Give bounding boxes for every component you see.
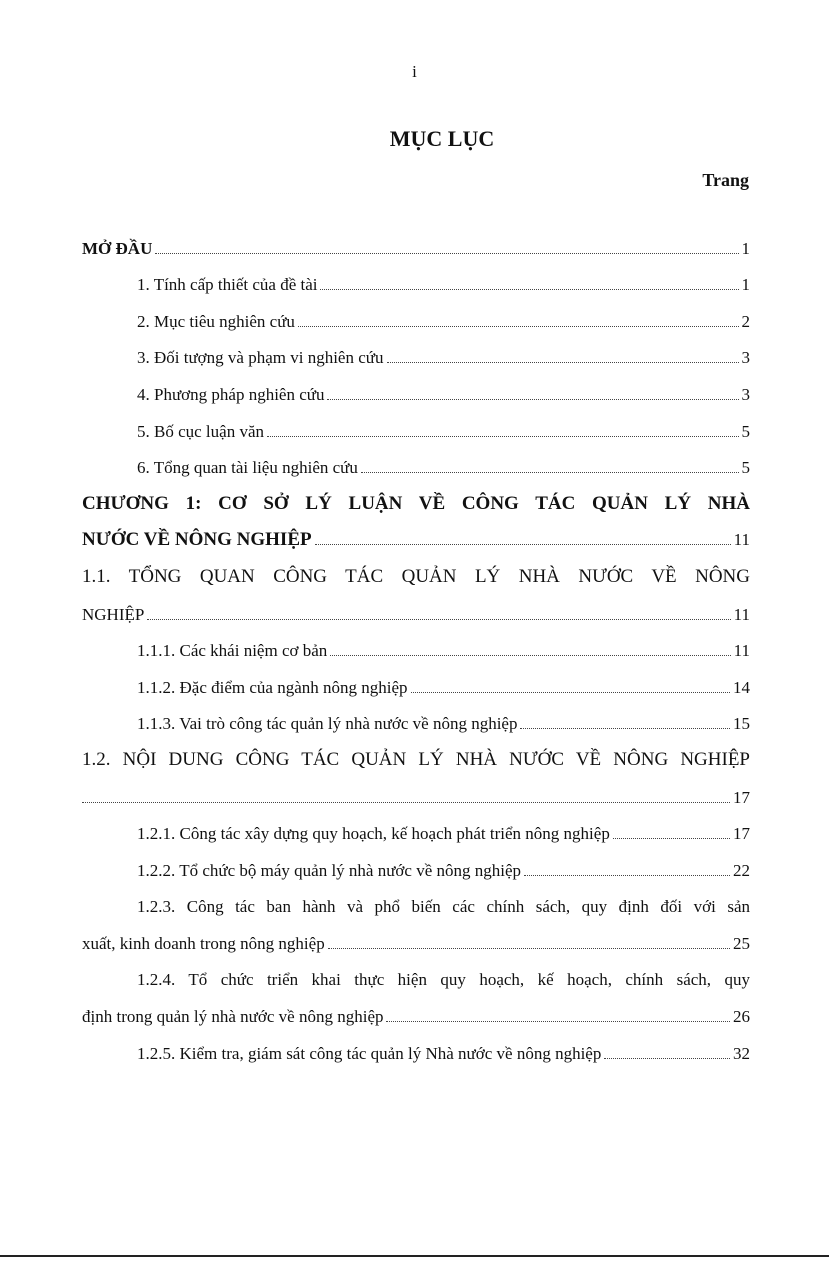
toc-entry-section-1-2-cont[interactable] [82, 777, 750, 814]
toc-label: 1.1.1. Các khái niệm cơ bản [137, 641, 328, 661]
toc-page: 1 [741, 238, 750, 258]
dot-leader [387, 362, 739, 363]
dot-leader [155, 253, 738, 254]
page-number: i [412, 62, 417, 81]
toc-label-line2: NGHIỆP [82, 604, 145, 624]
toc-entry[interactable] [82, 704, 750, 741]
page-column-label: Trang [702, 170, 749, 190]
toc-page: 17 [733, 824, 750, 844]
toc-entry-chapter-1[interactable] [82, 484, 750, 521]
toc-label-line1: 1.2. NỘI DUNG CÔNG TÁC QUẢN LÝ NHÀ NƯỚC VỀ NÔNG NGHIỆP [82, 748, 750, 770]
toc-label: 1.2.5. Kiểm tra, giám sát công tác quản lý Nhà nước về nông nghiệp [137, 1043, 602, 1063]
toc-page: 3 [741, 384, 750, 404]
toc-entry[interactable] [82, 338, 750, 375]
dot-leader [520, 728, 730, 729]
dot-leader [320, 289, 738, 290]
toc-label: 1.2.1. Công tác xây dựng quy hoạch, kế hoạch phát triển nông nghiệp [137, 824, 610, 844]
toc-label: 5. Bố cục luận văn [137, 421, 264, 441]
dot-leader [411, 692, 730, 693]
toc-page: 22 [733, 860, 750, 880]
dot-leader [147, 619, 730, 620]
dot-leader [315, 544, 731, 545]
toc-page: 5 [741, 458, 750, 478]
dot-leader [613, 838, 730, 839]
table-of-contents [82, 228, 750, 1070]
toc-entry-mo-dau[interactable] [82, 228, 750, 265]
toc-label-line2: xuất, kinh doanh trong nông nghiệp [82, 933, 325, 953]
toc-label: 2. Mục tiêu nghiên cứu [137, 311, 295, 331]
toc-entry-section-1-2[interactable] [82, 740, 750, 777]
dot-leader [328, 948, 730, 949]
toc-label: 3. Đối tượng và phạm vi nghiên cứu [137, 348, 384, 368]
toc-page: 3 [741, 348, 750, 368]
toc-page: 1 [741, 275, 750, 295]
dot-leader [524, 875, 730, 876]
toc-page: 17 [733, 787, 750, 807]
toc-entry-1-2-3-cont[interactable] [82, 923, 750, 960]
dot-leader [330, 655, 730, 656]
toc-entry[interactable] [82, 1033, 750, 1070]
toc-label: 1.2.2. Tổ chức bộ máy quản lý nhà nước về nông nghiệp [137, 860, 522, 880]
toc-page: 11 [733, 530, 750, 550]
toc-entry[interactable] [82, 265, 750, 302]
dot-leader [386, 1021, 730, 1022]
toc-entry-section-1-1-cont[interactable] [82, 594, 750, 631]
toc-entry[interactable] [82, 448, 750, 485]
dot-leader [604, 1058, 730, 1059]
toc-label: 1.1.3. Vai trò công tác quản lý nhà nước về nông nghiệp [137, 714, 518, 734]
toc-entry-1-2-3[interactable] [82, 887, 750, 924]
toc-entry[interactable] [82, 667, 750, 704]
toc-entry-1-2-4[interactable] [82, 960, 750, 997]
toc-label: 1. Tính cấp thiết của đề tài [137, 275, 318, 295]
toc-page: 15 [733, 714, 750, 734]
toc-label: 4. Phương pháp nghiên cứu [137, 384, 325, 404]
toc-page: 11 [733, 641, 750, 661]
toc-page: 25 [733, 933, 750, 953]
bottom-rule [0, 1255, 829, 1257]
dot-leader [82, 802, 730, 803]
toc-page: 32 [733, 1043, 750, 1063]
toc-entry-chapter-1-cont[interactable] [82, 521, 750, 558]
toc-label-line2: định trong quản lý nhà nước về nông nghiệp [82, 1007, 384, 1027]
dot-leader [298, 326, 739, 327]
toc-label: MỞ ĐẦU [82, 238, 153, 258]
toc-label-line2: NƯỚC VỀ NÔNG NGHIỆP [82, 529, 312, 551]
toc-label-line1: 1.2.3. Công tác ban hành và phổ biến các chính sách, quy định đối với sản [137, 897, 750, 917]
dot-leader [361, 472, 739, 473]
toc-page: 26 [733, 1007, 750, 1027]
dot-leader [267, 436, 739, 437]
toc-page: 2 [741, 311, 750, 331]
toc-label-line1: 1.1. TỔNG QUAN CÔNG TÁC QUẢN LÝ NHÀ NƯỚC VỀ NÔNG [82, 565, 750, 587]
dot-leader [327, 399, 738, 400]
toc-entry[interactable] [82, 814, 750, 851]
toc-label-line1: 1.2.4. Tổ chức triển khai thực hiện quy hoạch, kế hoạch, chính sách, quy [137, 970, 750, 990]
toc-label: 1.1.2. Đặc điểm của ngành nông nghiệp [137, 677, 408, 697]
toc-page: 5 [741, 421, 750, 441]
page-title: MỤC LỤC [389, 126, 495, 151]
toc-entry[interactable] [82, 411, 750, 448]
toc-entry[interactable] [82, 850, 750, 887]
toc-label: 6. Tổng quan tài liệu nghiên cứu [137, 458, 358, 478]
toc-entry-section-1-1[interactable] [82, 557, 750, 594]
toc-page: 11 [733, 604, 750, 624]
toc-entry[interactable] [82, 631, 750, 668]
toc-entry[interactable] [82, 374, 750, 411]
toc-page: 14 [733, 677, 750, 697]
toc-entry[interactable] [82, 301, 750, 338]
toc-label-line1: CHƯƠNG 1: CƠ SỞ LÝ LUẬN VỀ CÔNG TÁC QUẢN LÝ NHÀ [82, 492, 750, 514]
toc-entry-1-2-4-cont[interactable] [82, 996, 750, 1033]
